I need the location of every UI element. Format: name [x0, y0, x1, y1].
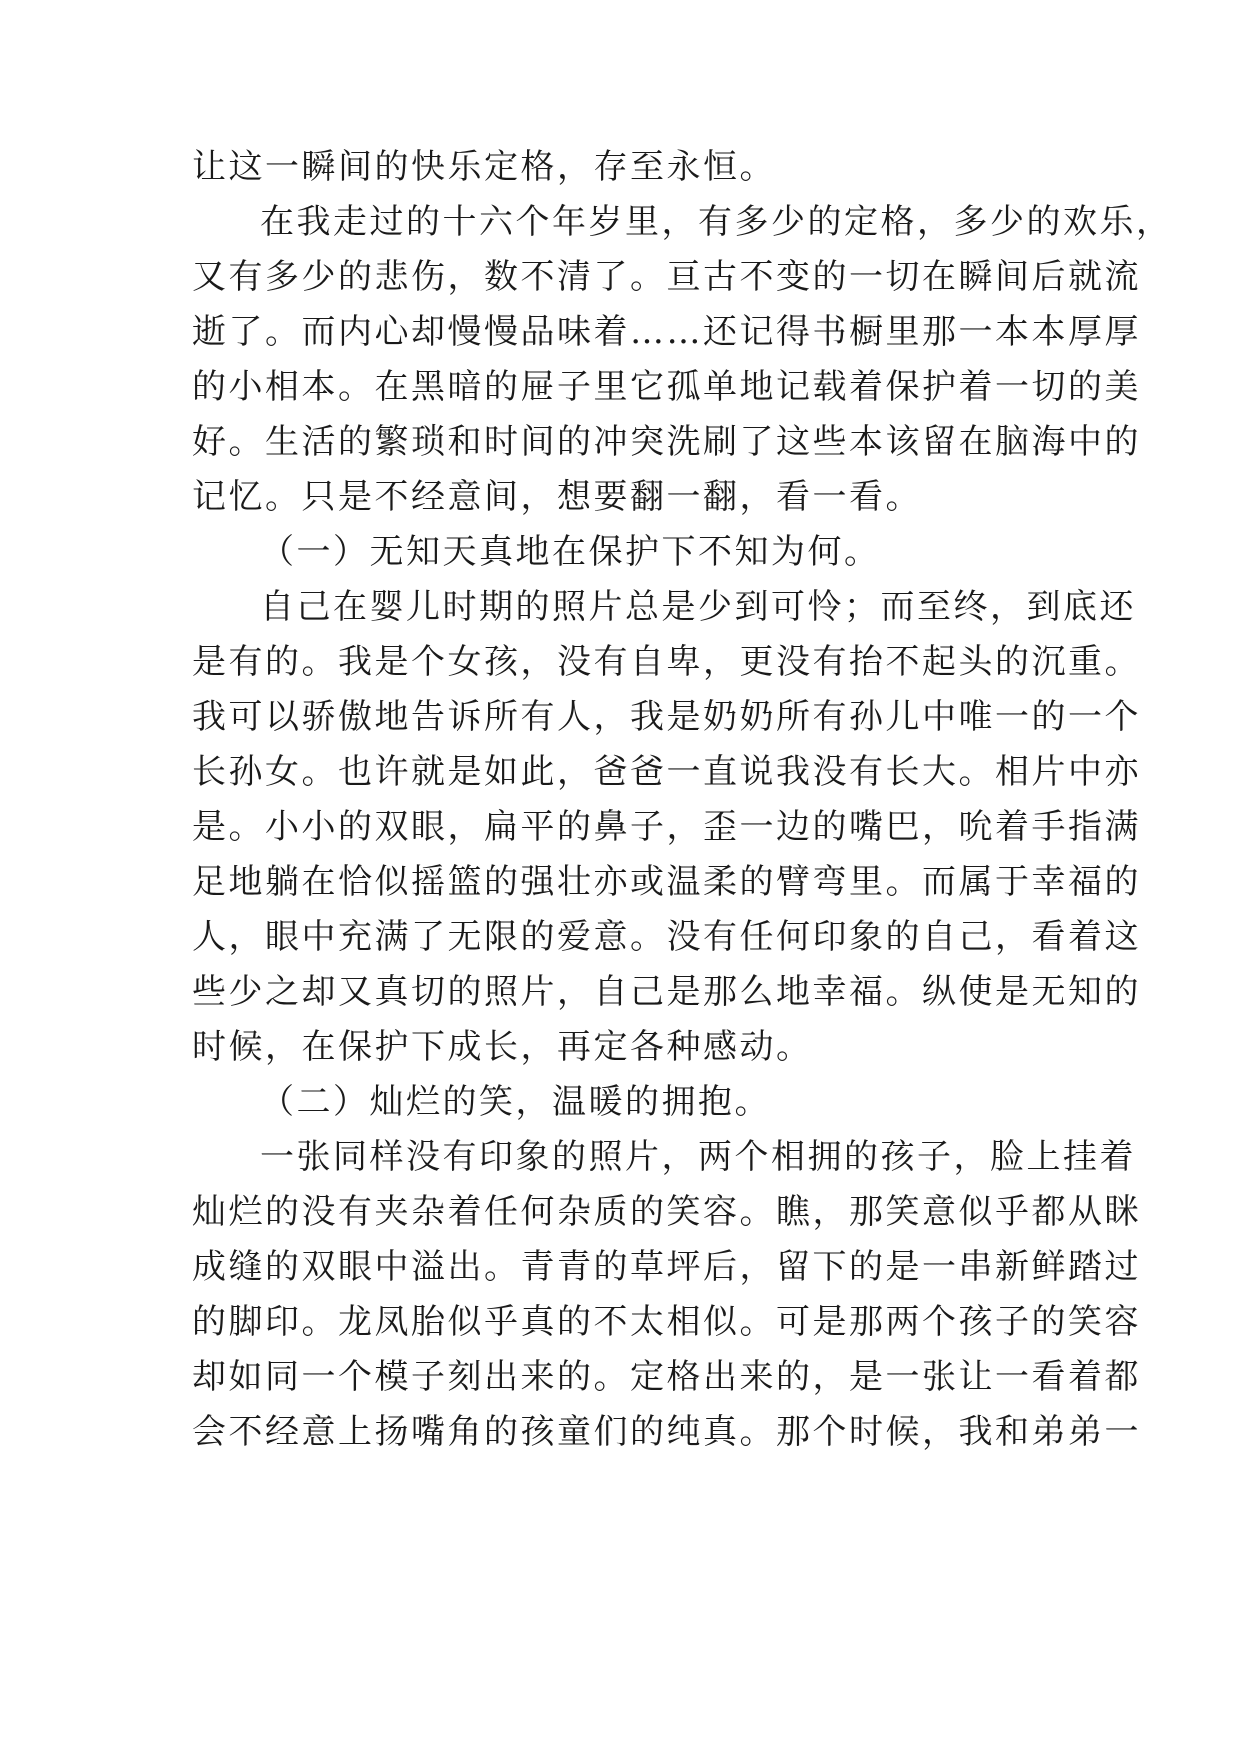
text-line: 逝了。而内心却慢慢品味着……还记得书橱里那一本本厚厚	[192, 312, 1141, 352]
paragraph-start-line: 自己在婴儿时期的照片总是少到可怜；而至终，到底还	[260, 587, 1136, 627]
text-line: 足地躺在恰似摇篮的强壮亦或温柔的臂弯里。而属于幸福的	[192, 862, 1141, 902]
section-heading-2: （二）灿烂的笑，温暖的拥抱。	[260, 1082, 771, 1122]
text-line: 人，眼中充满了无限的爱意。没有任何印象的自己，看着这	[192, 917, 1141, 957]
text-line: 是。小小的双眼，扁平的鼻子，歪一边的嘴巴，吮着手指满	[192, 807, 1141, 847]
text-line: 成缝的双眼中溢出。青青的草坪后，留下的是一串新鲜踏过	[192, 1247, 1141, 1287]
paragraph-start-line: 在我走过的十六个年岁里，有多少的定格，多少的欢乐，	[260, 202, 1173, 242]
text-line: 会不经意上扬嘴角的孩童们的纯真。那个时候，我和弟弟一	[192, 1412, 1141, 1452]
paragraph-start-line: 一张同样没有印象的照片，两个相拥的孩子，脸上挂着	[260, 1137, 1136, 1177]
text-line: 好。生活的繁琐和时间的冲突洗刷了这些本该留在脑海中的	[192, 422, 1141, 462]
text-line: 的小相本。在黑暗的屉子里它孤单地记载着保护着一切的美	[192, 367, 1141, 407]
text-line: 长孙女。也许就是如此，爸爸一直说我没有长大。相片中亦	[192, 752, 1141, 792]
text-line: 我可以骄傲地告诉所有人，我是奶奶所有孙儿中唯一的一个	[192, 697, 1141, 737]
text-line: 的脚印。龙凤胎似乎真的不太相似。可是那两个孩子的笑容	[192, 1302, 1141, 1342]
section-heading-1: （一）无知天真地在保护下不知为何。	[260, 532, 881, 572]
text-line: 却如同一个模子刻出来的。定格出来的，是一张让一看着都	[192, 1357, 1141, 1397]
text-line: 又有多少的悲伤，数不清了。亘古不变的一切在瞬间后就流	[192, 257, 1141, 297]
text-line: 是有的。我是个女孩，没有自卑，更没有抬不起头的沉重。	[192, 642, 1141, 682]
text-line: 记忆。只是不经意间，想要翻一翻，看一看。	[192, 477, 922, 517]
text-line: 时候，在保护下成长，再定各种感动。	[192, 1027, 813, 1067]
text-line: 让这一瞬间的快乐定格，存至永恒。	[192, 147, 776, 187]
text-line: 灿烂的没有夹杂着任何杂质的笑容。瞧，那笑意似乎都从眯	[192, 1192, 1141, 1232]
text-line: 些少之却又真切的照片，自己是那么地幸福。纵使是无知的	[192, 972, 1141, 1012]
